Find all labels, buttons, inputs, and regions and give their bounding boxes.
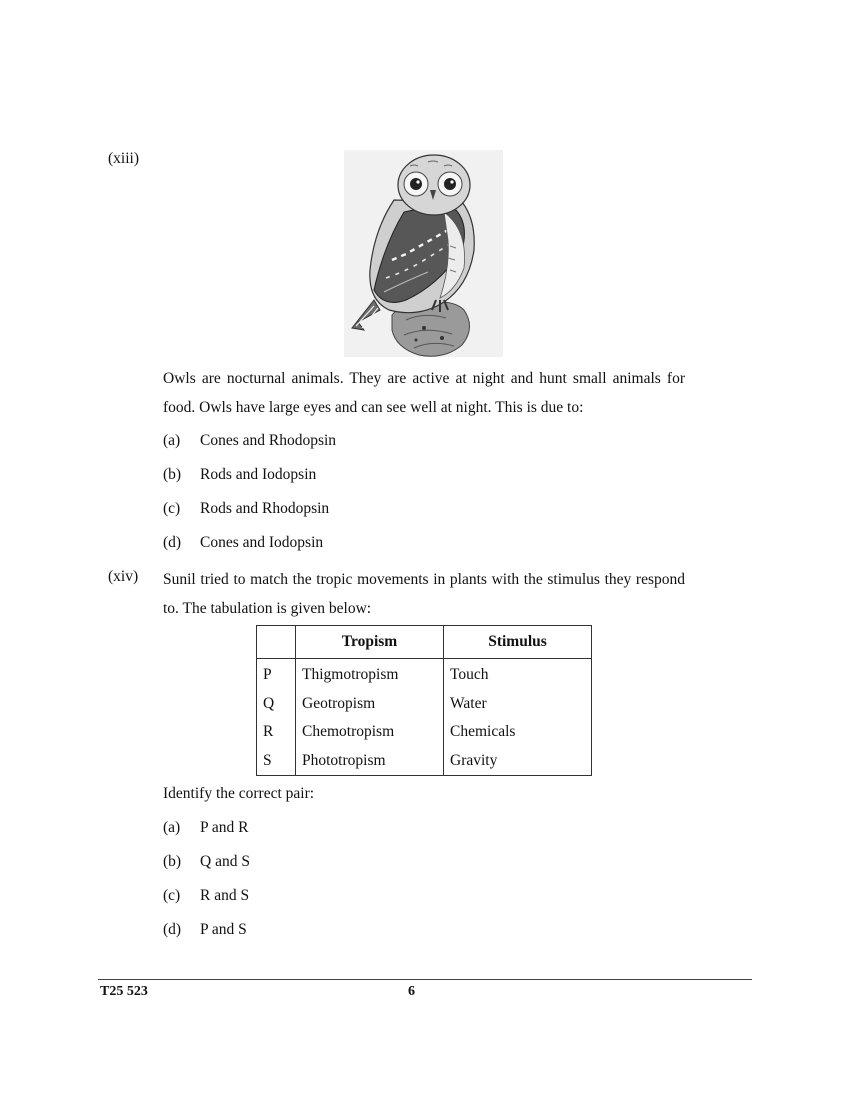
- row-tropism: Phototropism: [296, 747, 444, 776]
- q13-option-c: [163, 498, 329, 520]
- row-stimulus: Water: [444, 690, 592, 719]
- row-stimulus: Touch: [444, 659, 592, 690]
- option-text: Rods and Iodopsin: [200, 466, 317, 483]
- q14-prompt: Identify the correct pair:: [163, 785, 315, 802]
- option-label: (a): [163, 819, 181, 836]
- owl-illustration: [344, 150, 503, 357]
- option-text: Rods and Rhodopsin: [200, 500, 330, 517]
- option-label: (d): [163, 921, 182, 938]
- row-tropism: Geotropism: [296, 690, 444, 719]
- row-letter: S: [257, 747, 296, 776]
- q13-option-a: [163, 430, 336, 452]
- footer-divider: [98, 979, 752, 980]
- q14-option-a: [163, 817, 249, 839]
- option-label: (d): [163, 534, 182, 551]
- question-xiii-text: Owls are nocturnal animals. They are active at night and hunt small animals for food. Owls have large eyes and can see well at night. This is due to:: [163, 370, 685, 416]
- option-text: Cones and Iodopsin: [200, 534, 324, 551]
- question-xiv-text: Sunil tried to match the tropic movements in plants with the stimulus they respond to. The tabulation is given below:: [163, 571, 685, 617]
- table-row: [257, 659, 592, 690]
- table-row: [257, 718, 592, 747]
- header-blank: [257, 626, 296, 659]
- option-text: Cones and Rhodopsin: [200, 432, 337, 449]
- row-stimulus: Gravity: [444, 747, 592, 776]
- page-number: 6: [408, 984, 415, 999]
- option-text: P and S: [200, 921, 247, 938]
- option-label: (c): [163, 887, 181, 904]
- row-letter: R: [257, 718, 296, 747]
- q14-option-b: [163, 851, 250, 873]
- option-label: (b): [163, 853, 182, 870]
- header-stimulus: Stimulus: [444, 626, 592, 659]
- q14-option-d: [163, 919, 247, 941]
- q13-option-d: [163, 532, 323, 554]
- q13-option-b: [163, 464, 316, 486]
- paper-code: T25 523: [100, 984, 148, 999]
- row-tropism: Chemotropism: [296, 718, 444, 747]
- question-number-xiv: (xiv): [108, 568, 139, 585]
- table-row: [257, 690, 592, 719]
- table-row: [257, 747, 592, 776]
- row-letter: Q: [257, 690, 296, 719]
- header-tropism: Tropism: [296, 626, 444, 659]
- option-text: R and S: [200, 887, 250, 904]
- owl-drawing: [344, 150, 503, 357]
- tropism-table: [256, 625, 592, 776]
- row-tropism: Thigmotropism: [296, 659, 444, 690]
- option-text: P and R: [200, 819, 249, 836]
- question-number-xiii: (xiii): [108, 150, 139, 167]
- option-label: (a): [163, 432, 181, 449]
- option-label: (c): [163, 500, 181, 517]
- row-stimulus: Chemicals: [444, 718, 592, 747]
- option-label: (b): [163, 466, 182, 483]
- option-text: Q and S: [200, 853, 250, 870]
- table-header-row: [257, 626, 592, 659]
- row-letter: P: [257, 659, 296, 690]
- q14-option-c: [163, 885, 249, 907]
